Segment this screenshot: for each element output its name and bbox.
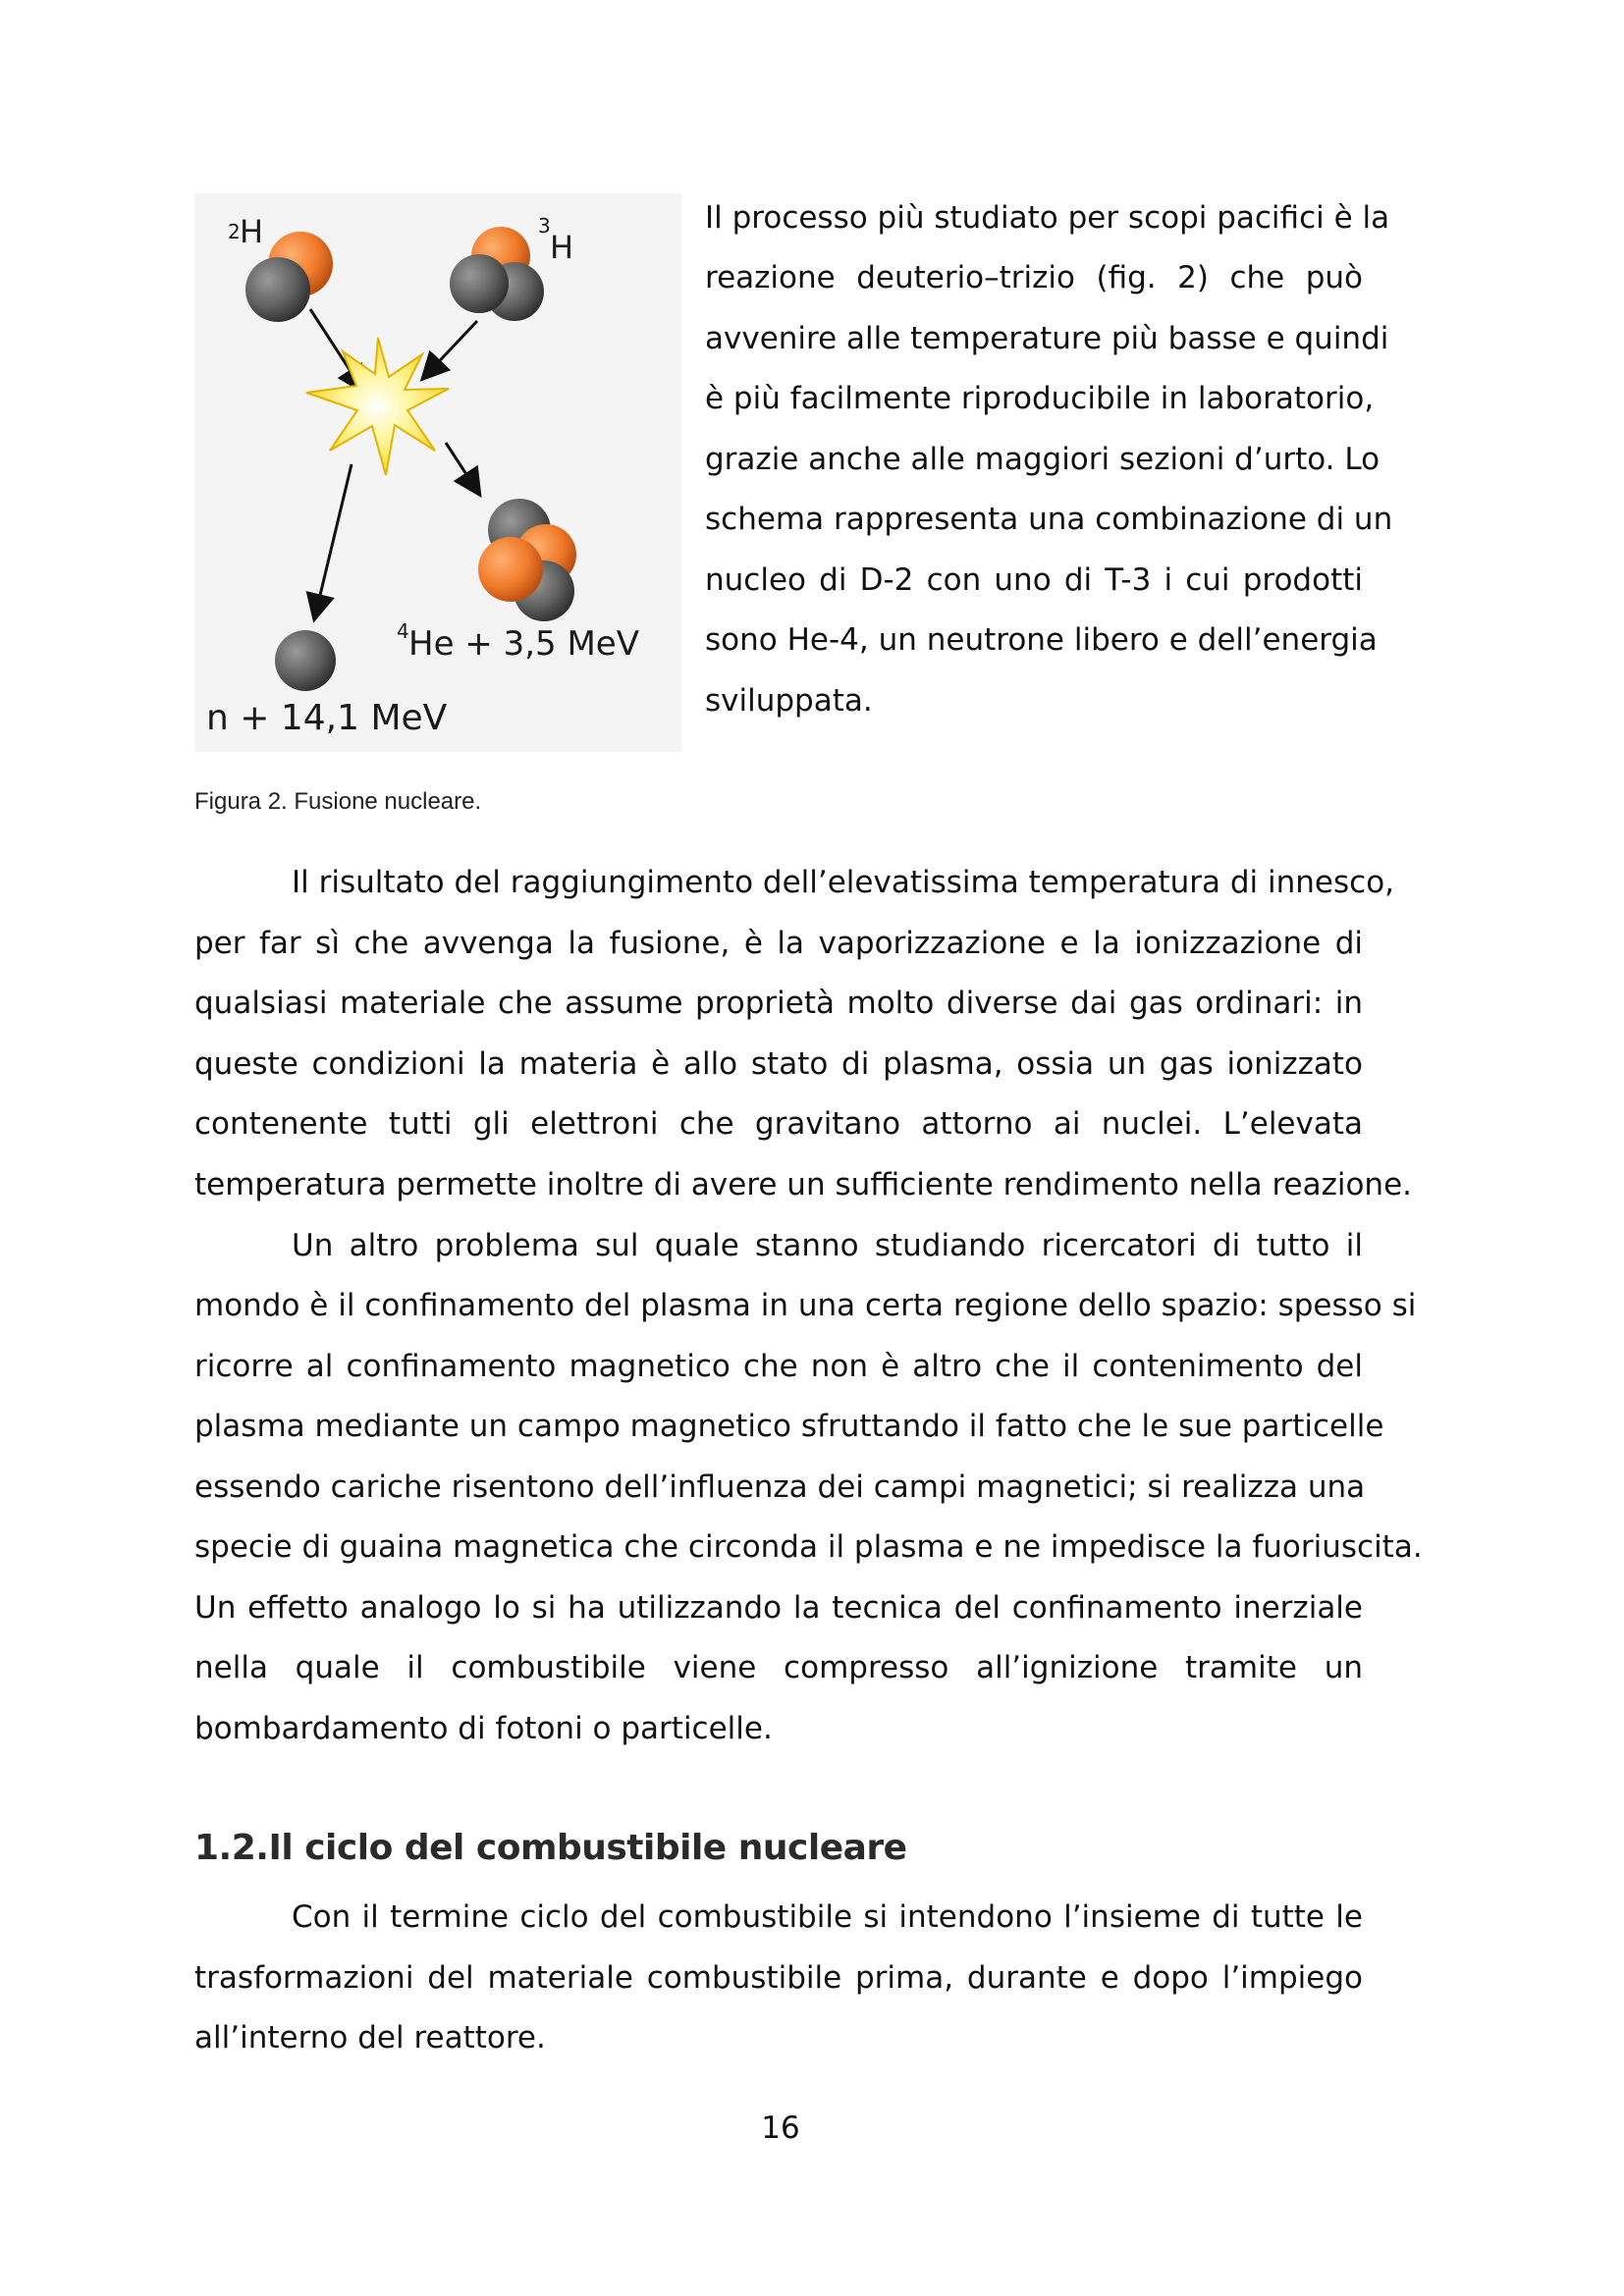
text-line: trasformazioni del materiale combustibile prima, durante e dopo l’impiego bbox=[194, 1960, 1363, 1996]
text-line: nella quale il combustibile viene compresso all’ignizione tramite un bbox=[194, 1650, 1363, 1685]
fusion-diagram-svg bbox=[194, 193, 681, 752]
text-line: Un effetto analogo lo si ha utilizzando la tecnica del confinamento inerziale bbox=[194, 1590, 1363, 1626]
arrow-tritium-to-reaction bbox=[428, 321, 477, 373]
text-line: è più facilmente riproducibile in laboratorio, bbox=[705, 381, 1375, 416]
figure-caption: Figura 2. Fusione nucleare. bbox=[194, 788, 482, 815]
deuterium-mass-number: 2 bbox=[228, 220, 241, 243]
tritium-neutron bbox=[450, 254, 509, 313]
text-line: plasma mediante un campo magnetico sfruttando il fatto che le sue particelle bbox=[194, 1409, 1384, 1444]
tritium-symbol: H bbox=[550, 229, 574, 266]
text-line: queste condizioni la materia è allo stato di plasma, ossia un gas ionizzato bbox=[194, 1046, 1363, 1082]
text-line: per far sì che avvenga la fusione, è la vaporizzazione e la ionizzazione di bbox=[194, 926, 1363, 961]
text-line: sviluppata. bbox=[705, 683, 873, 719]
tritium-nucleus bbox=[450, 227, 544, 321]
helium-nucleus bbox=[478, 499, 576, 621]
free-neutron bbox=[275, 630, 336, 691]
text-line: all’interno del reattore. bbox=[194, 2020, 546, 2056]
text-line: qualsiasi materiale che assume proprietà molto diverse dai gas ordinari: in bbox=[194, 986, 1363, 1021]
arrow-reaction-to-helium bbox=[446, 443, 475, 488]
text-line: specie di guaina magnetica che circonda il plasma e ne impedisce la fuoriuscita. bbox=[194, 1529, 1423, 1565]
text-line: Il processo più studiato per scopi pacifici è la bbox=[705, 200, 1390, 236]
text-line: bombardamento di fotoni o particelle. bbox=[194, 1711, 773, 1746]
helium-mass-number: 4 bbox=[397, 619, 409, 643]
text-line: essendo cariche risentono dell’influenza dei campi magnetici; si realizza una bbox=[194, 1469, 1366, 1505]
helium-proton bbox=[478, 537, 543, 602]
neutron-energy-label: n + 14,1 MeV bbox=[206, 698, 448, 738]
text-line: mondo è il confinamento del plasma in una certa regione dello spazio: spesso si bbox=[194, 1288, 1417, 1323]
text-line: avvenire alle temperature più basse e quindi bbox=[705, 321, 1389, 356]
text-line: sono He-4, un neutrone libero e dell’energia bbox=[705, 622, 1378, 658]
text-line: nucleo di D-2 con uno di T-3 i cui prodotti bbox=[705, 562, 1363, 598]
text-line: reazione deuterio–trizio (fig. 2) che può bbox=[705, 260, 1363, 295]
text-line: Un altro problema sul quale stanno studiando ricercatori di tutto il bbox=[292, 1228, 1363, 1263]
text-line: schema rappresenta una combinazione di un bbox=[705, 502, 1393, 537]
text-line: ricorre al confinamento magnetico che non è altro che il contenimento del bbox=[194, 1349, 1363, 1384]
text-line: contenente tutti gli elettroni che gravitano attorno ai nuclei. L’elevata bbox=[194, 1106, 1363, 1142]
fusion-diagram bbox=[194, 193, 681, 752]
arrow-reaction-to-neutron bbox=[316, 464, 352, 612]
fusion-burst-icon bbox=[306, 338, 449, 475]
helium-energy-label: He + 3,5 MeV bbox=[408, 624, 639, 664]
section-heading: 1.2.Il ciclo del combustibile nucleare bbox=[194, 1828, 907, 1868]
deuterium-symbol: H bbox=[240, 213, 264, 250]
page-number: 16 bbox=[761, 2110, 800, 2146]
tritium-mass-number: 3 bbox=[538, 214, 551, 238]
text-line: Il risultato del raggiungimento dell’elevatissima temperatura di innesco, bbox=[292, 865, 1395, 900]
text-line: temperatura permette inoltre di avere un sufficiente rendimento nella reazione. bbox=[194, 1167, 1412, 1202]
text-line: Con il termine ciclo del combustibile si intendono l’insieme di tutte le bbox=[292, 1899, 1363, 1935]
deuterium-neutron bbox=[245, 257, 310, 322]
text-line: grazie anche alle maggiori sezioni d’urto. Lo bbox=[705, 442, 1380, 477]
